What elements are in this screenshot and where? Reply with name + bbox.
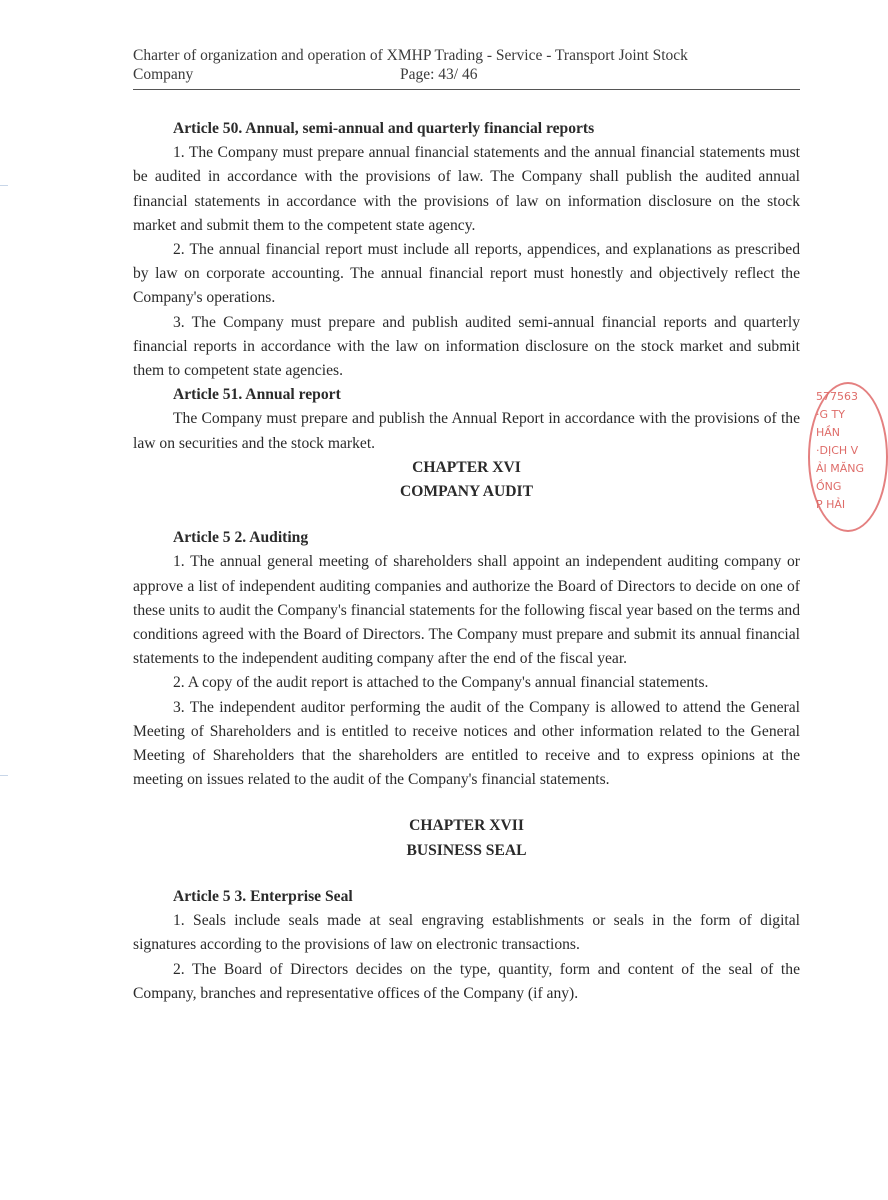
seal-text-line: ẢI MĂNG bbox=[816, 462, 865, 475]
document-body bbox=[133, 117, 800, 1006]
seal-text-line: P HẢI bbox=[816, 498, 846, 511]
chapter-heading: CHAPTER XVII bbox=[409, 817, 524, 835]
page-header bbox=[133, 46, 800, 84]
body-paragraph: 2. The annual financial report must include all reports, appendices, and explanations as prescribed by law on corporate accounting. The annual financial report must honestly and objectively reflect the Company's operations. bbox=[133, 241, 800, 307]
body-paragraph: 3. The Company must prepare and publish audited semi-annual financial reports and quarterly financial reports in accordance with the law on information disclosure on the stock market and submit them to competent state agencies. bbox=[133, 313, 800, 380]
body-paragraph: 3. The independent auditor performing the audit of the Company is allowed to attend the General Meeting of Shareholders and is entitled to receive notices and other information related to the General Meeting of Shareholders that the shareholders are entitled to receive and to express opinions at the meeting on issues related to the audit of the Company's financial statements. bbox=[133, 698, 800, 789]
body-paragraph: 2. The Board of Directors decides on the type, quantity, form and content of the seal of the Company, branches and representative offices of the Company (if any). bbox=[133, 960, 800, 1002]
body-paragraph: The Company must prepare and publish the Annual Report in accordance with the provisions of the law on securities and the stock market. bbox=[133, 410, 800, 452]
article-heading: Article 50. Annual, semi-annual and quarterly financial reports bbox=[173, 120, 595, 137]
chapter-heading: BUSINESS SEAL bbox=[406, 841, 527, 859]
section-spacer bbox=[133, 863, 800, 885]
company-seal-stamp bbox=[808, 382, 888, 532]
seal-text-line: ỒNG bbox=[816, 480, 842, 493]
header-second-line bbox=[133, 65, 800, 84]
seal-text-line: 577563 bbox=[816, 390, 858, 403]
article-heading: Article 5 3. Enterprise Seal bbox=[173, 887, 353, 905]
page-number: Page: 43/ 46 bbox=[400, 66, 478, 83]
body-paragraph: 2. A copy of the audit report is attached to the Company's annual financial statements. bbox=[173, 674, 709, 692]
seal-text-line: ·DỊCH V bbox=[816, 444, 859, 457]
margin-mark bbox=[0, 775, 8, 776]
article-heading: Article 51. Annual report bbox=[173, 386, 341, 404]
seal-text-line: ·G TY bbox=[816, 408, 845, 421]
header-divider bbox=[133, 89, 800, 90]
header-company-word: Company bbox=[133, 66, 194, 83]
article-heading: Article 5 2. Auditing bbox=[173, 529, 309, 547]
body-paragraph: 1. Seals include seals made at seal engraving establishments or seals in the form of digital signatures according to the provisions of law on electronic transactions. bbox=[133, 912, 800, 954]
chapter-heading: CHAPTER XVI bbox=[412, 458, 521, 476]
body-paragraph: 1. The annual general meeting of shareholders shall appoint an independent auditing company or approve a list of independent auditing companies and authorize the Board of Directors to decide on one of these units to audit the Company's financial statements for the following fiscal year based on the terms and conditions agreed with the Board of Directors. The Company must prepare and submit its annual financial statements to the independent auditing company after the end of the fiscal year. bbox=[133, 553, 800, 668]
section-spacer bbox=[133, 504, 800, 526]
section-spacer bbox=[133, 792, 800, 814]
header-title-line: Charter of organization and operation of XMHP Trading - Service - Transport Joint Stock bbox=[133, 47, 688, 64]
margin-mark bbox=[0, 185, 8, 186]
body-paragraph: 1. The Company must prepare annual financial statements and the annual financial statements must be audited in accordance with the provisions of law. The Company shall publish the audited annual financial statements in accordance with the provisions of law on information disclosure on the stock market and submit them to the competent state agency. bbox=[133, 144, 800, 234]
chapter-heading: COMPANY AUDIT bbox=[400, 483, 533, 501]
seal-text-line: HẦN bbox=[816, 426, 841, 439]
